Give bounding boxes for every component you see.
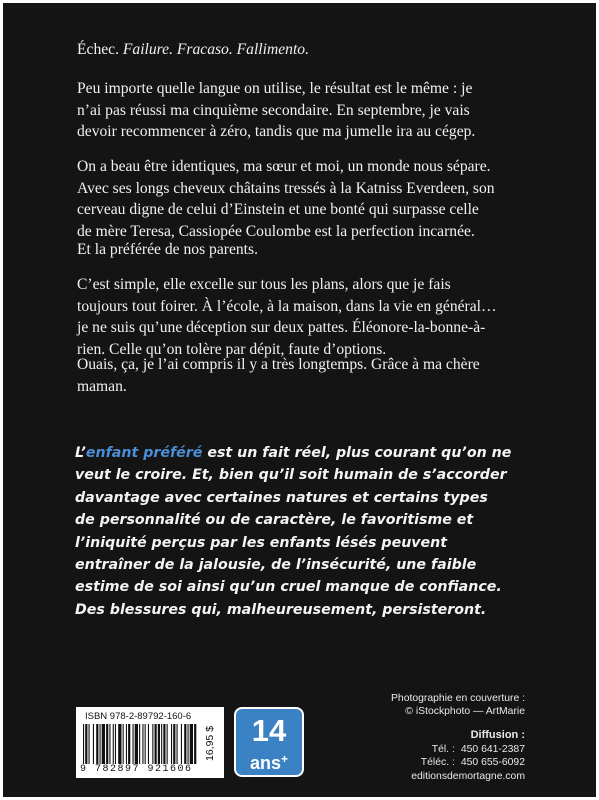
barcode-stripe: [190, 724, 193, 764]
fax-label: Téléc. :: [420, 757, 455, 768]
paragraph-1-italic: Failure. Fracaso. Fallimento.: [122, 41, 309, 58]
barcode-stripe: [148, 724, 149, 764]
paragraph-6: Ouais, ça, je l’ai compris il y a très longtemps. Grâce à ma chère maman.: [77, 356, 480, 395]
barcode-stripe: [123, 724, 124, 764]
age-rating-badge: [234, 707, 304, 777]
barcode-stripe: [128, 724, 130, 764]
barcode-stripe: [152, 724, 153, 764]
barcode-stripe: [145, 724, 146, 764]
paragraph-4: Et la préférée de nos parents.: [77, 241, 258, 258]
barcode-stripe: [155, 724, 157, 764]
fax-number: 450 655-6092: [460, 757, 525, 768]
publisher-website: editionsdemortagne.com: [411, 770, 525, 782]
tel-label: Tél. :: [431, 743, 455, 755]
paragraph-3: On a beau être identiques, ma sœur et moi, un monde nous sépare. Avec ses longs cheveux châtains tressés à la Katniss Everdeen, son cerveau digne de celui d’Einstein et une bonté qui surpasse celle de mère Teresa, Cassiopée Coulombe est la perfection incarnée.: [77, 158, 495, 240]
barcode-stripe: [135, 724, 138, 764]
photo-credits-line-1: Photographie en couverture :: [390, 693, 525, 704]
barcode-stripe: [163, 724, 165, 764]
barcode-stripe: [102, 724, 105, 764]
blurb-pre: L’: [75, 445, 86, 461]
age-rating-label: [236, 749, 302, 773]
age-rating-unit: ans: [249, 753, 281, 773]
barcode-bars: [83, 724, 197, 764]
barcode-stripe: [96, 724, 98, 764]
barcode-digits: 9 782897 921606: [80, 764, 193, 775]
barcode-stripe: [126, 724, 127, 764]
photo-credits-line-2: © iStockphoto — ArtMarie: [405, 706, 525, 717]
barcode-stripe: [93, 724, 94, 764]
barcode-stripe: [139, 724, 140, 764]
barcode-stripe: [188, 724, 189, 764]
blurb-highlight: enfant préféré: [85, 445, 203, 461]
photo-credits: [265, 692, 525, 718]
isbn-text: ISBN 978-2-89792-160-6: [85, 711, 192, 722]
barcode-stripe: [115, 724, 116, 764]
blurb-post: est un fait réel, plus courant qu’on ne veut le croire. Et, bien qu’il soit humain de s’accorder davantage avec certaines natures et certains types de personnalité ou de caractère, le favoritisme et l’iniquité perçus par les enfants lésés peuvent entraîner de la jalousie, de l’insécurité, une faible estime de soi ainsi qu’un cruel manque de confiance. Des blessures qui, malheureusement, persisteront.: [75, 445, 512, 618]
barcode-stripe: [100, 724, 101, 764]
barcode-stripe: [158, 724, 160, 764]
distribution-info: [325, 729, 525, 783]
barcode-stripe: [106, 724, 108, 764]
paragraph-1-lead: Échec.: [77, 41, 123, 58]
paragraph-2: Peu importe quelle langue on utilise, le résultat est le même : je n’ai pas réussi ma cinquième secondaire. En septembre, je vais devoir recommencer à zéro, tandis que ma jumelle ira au cégep.: [77, 80, 476, 141]
back-cover: [3, 3, 596, 797]
barcode-stripe: [194, 724, 196, 764]
barcode-stripe: [118, 724, 121, 764]
tel-number: 450 641-2387: [460, 743, 525, 755]
barcode-stripe: [142, 724, 143, 764]
barcode-stripe: [171, 724, 172, 764]
barcode-stripe: [89, 724, 90, 764]
barcode-stripe: [161, 724, 162, 764]
barcode-label: [76, 707, 224, 778]
barcode-stripe: [184, 724, 186, 764]
barcode-stripe: [167, 724, 168, 764]
distribution-heading: Diffusion :: [470, 729, 525, 741]
barcode-stripe: [109, 724, 110, 764]
barcode-stripe: [177, 724, 178, 764]
blurb: [75, 442, 559, 621]
distribution-tel-row: [325, 743, 525, 757]
barcode-stripe: [83, 724, 84, 764]
barcode-stripe: [133, 724, 134, 764]
price-label: 16,95 $: [204, 725, 216, 761]
age-rating-number: 14: [251, 713, 287, 748]
barcode-stripe: [85, 724, 87, 764]
paragraph-5: C’est simple, elle excelle sur tous les plans, alors que je fais toujours tout foirer. À l’école, à la maison, dans la vie en général… je ne suis qu’une déception sur deux pattes. Éléonore-la-bonne-à- rien. Celle qu’on tolère par dépit, faute d’options.: [77, 276, 497, 358]
barcode-stripe: [181, 724, 182, 764]
paragraph-1: [77, 39, 547, 61]
distribution-fax-row: [325, 756, 525, 770]
barcode-stripe: [173, 724, 175, 764]
barcode-stripe: [113, 724, 114, 764]
age-rating-plus: +: [281, 752, 289, 766]
